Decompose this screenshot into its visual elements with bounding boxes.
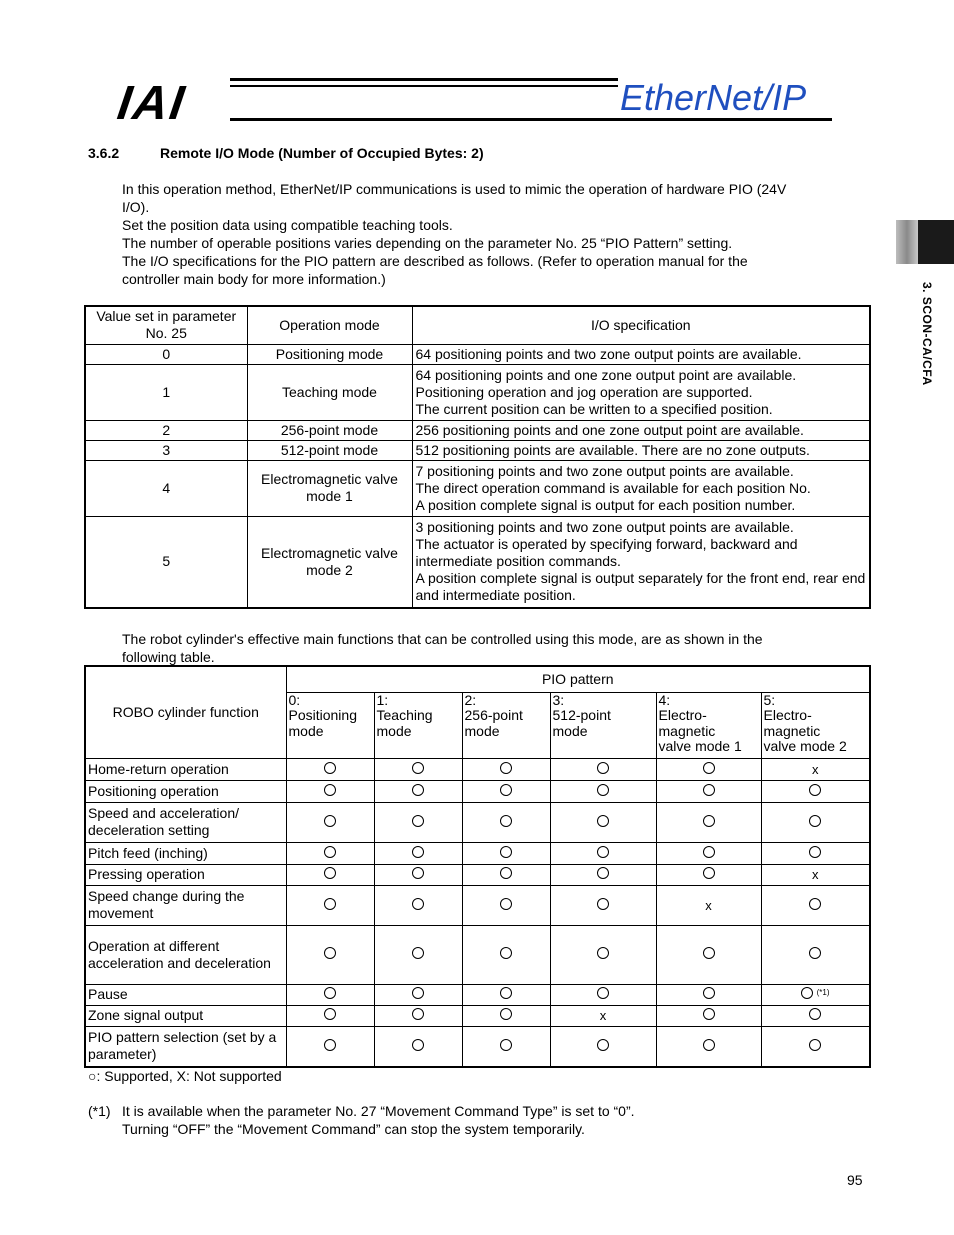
row-mode: 512-point mode bbox=[247, 440, 412, 460]
function-name: Speed change during the movement bbox=[85, 885, 286, 925]
supported-circle-icon bbox=[703, 987, 715, 999]
support-cell bbox=[550, 780, 656, 802]
support-cell bbox=[656, 1026, 761, 1067]
supported-circle-icon bbox=[597, 815, 609, 827]
supported-circle-icon bbox=[500, 784, 512, 796]
intro-line: The number of operable positions varies depending on the parameter No. 25 “PIO Pattern” setting. bbox=[122, 235, 733, 251]
row-mode: Electromagnetic valve mode 2 bbox=[247, 516, 412, 608]
spec-line: 64 positioning points and one zone output point are available. bbox=[415, 366, 797, 383]
function-name: Pitch feed (inching) bbox=[85, 842, 286, 864]
support-cell bbox=[374, 864, 462, 885]
supported-circle-icon bbox=[324, 846, 336, 858]
row-value: 5 bbox=[85, 516, 247, 608]
supported-circle-icon bbox=[412, 867, 424, 879]
chapter-side-label: 3. SCON-CA/CFA bbox=[920, 282, 934, 386]
supported-circle-icon bbox=[412, 762, 424, 774]
supported-circle-icon bbox=[703, 815, 715, 827]
legend-text: ○: Supported, X: Not supported bbox=[88, 1068, 282, 1084]
function-support-table bbox=[84, 665, 871, 1068]
spec-line: 64 positioning points and two zone output points are available. bbox=[415, 345, 802, 362]
table-row bbox=[85, 864, 870, 885]
support-cell bbox=[550, 885, 656, 925]
row-spec bbox=[412, 344, 870, 364]
supported-circle-icon bbox=[597, 846, 609, 858]
function-name: Home-return operation bbox=[85, 758, 286, 780]
supported-circle-icon bbox=[324, 784, 336, 796]
supported-circle-icon bbox=[809, 1039, 821, 1051]
supported-circle-icon bbox=[703, 1008, 715, 1020]
function-name: PIO pattern selection (set by a parameter) bbox=[85, 1026, 286, 1067]
row-value: 2 bbox=[85, 420, 247, 440]
supported-circle-icon bbox=[809, 784, 821, 796]
supported-circle-icon bbox=[412, 898, 424, 910]
functions-intro-line: following table. bbox=[122, 649, 215, 665]
support-cell bbox=[462, 925, 550, 984]
table-row bbox=[85, 758, 870, 780]
intro-line: The I/O specifications for the PIO pattern are described as follows. (Refer to operation manual for the bbox=[122, 253, 748, 269]
header-rule-bottom bbox=[230, 118, 832, 121]
table-row bbox=[85, 364, 870, 420]
header-io-spec: I/O specification bbox=[412, 306, 870, 344]
supported-circle-icon bbox=[324, 1039, 336, 1051]
pio-mode-table bbox=[84, 305, 871, 609]
support-cell bbox=[761, 864, 870, 885]
support-cell bbox=[550, 1005, 656, 1026]
support-cell bbox=[286, 780, 374, 802]
pio-pattern-header: 2: 256-point mode bbox=[462, 692, 550, 758]
intro-line: I/O). bbox=[122, 199, 150, 215]
header-value-set: Value set in parameter No. 25 bbox=[85, 306, 247, 344]
support-cell bbox=[656, 984, 761, 1005]
support-cell bbox=[462, 802, 550, 842]
function-name: Zone signal output bbox=[85, 1005, 286, 1026]
supported-circle-icon bbox=[324, 947, 336, 959]
function-name: Pause bbox=[85, 984, 286, 1005]
note-line-2: Turning “OFF” the “Movement Command” can stop the system temporarily. bbox=[122, 1121, 585, 1137]
table-row bbox=[85, 984, 870, 1005]
table-row bbox=[85, 516, 870, 608]
supported-circle-icon bbox=[500, 762, 512, 774]
support-cell bbox=[462, 1026, 550, 1067]
supported-circle-icon bbox=[412, 784, 424, 796]
supported-circle-icon bbox=[500, 846, 512, 858]
spec-line: 3 positioning points and two zone output points are available. bbox=[415, 519, 794, 536]
support-cell bbox=[761, 1026, 870, 1067]
intro-line: In this operation method, EtherNet/IP communications is used to mimic the operation of hardware PIO (24V bbox=[122, 181, 787, 197]
support-cell bbox=[374, 802, 462, 842]
support-cell bbox=[761, 842, 870, 864]
row-value: 1 bbox=[85, 364, 247, 420]
support-cell bbox=[462, 885, 550, 925]
support-cell bbox=[462, 758, 550, 780]
iai-logo: IAI bbox=[114, 77, 190, 130]
row-mode: Electromagnetic valve mode 1 bbox=[247, 460, 412, 516]
support-cell bbox=[761, 1005, 870, 1026]
support-cell bbox=[761, 780, 870, 802]
support-cell bbox=[550, 925, 656, 984]
support-cell bbox=[761, 984, 870, 1005]
support-cell bbox=[550, 842, 656, 864]
spec-line: The current position can be written to a specified position. bbox=[415, 400, 773, 417]
supported-circle-icon bbox=[597, 762, 609, 774]
row-spec bbox=[412, 364, 870, 420]
row-spec bbox=[412, 440, 870, 460]
table-row bbox=[85, 1005, 870, 1026]
pio-pattern-group-label: PIO pattern bbox=[286, 666, 870, 692]
support-cell bbox=[286, 1005, 374, 1026]
support-cell bbox=[374, 984, 462, 1005]
support-cell bbox=[656, 1005, 761, 1026]
support-cell bbox=[374, 1026, 462, 1067]
note-line-1: It is available when the parameter No. 27 “Movement Command Type” is set to “0”. bbox=[122, 1103, 635, 1119]
supported-circle-icon bbox=[703, 947, 715, 959]
row-mode: Teaching mode bbox=[247, 364, 412, 420]
support-cell bbox=[656, 802, 761, 842]
function-name: Positioning operation bbox=[85, 780, 286, 802]
support-cell bbox=[656, 758, 761, 780]
footnote-marker: (*1) bbox=[816, 988, 830, 997]
not-supported-mark: x bbox=[812, 867, 819, 882]
supported-circle-icon bbox=[597, 947, 609, 959]
supported-circle-icon bbox=[412, 846, 424, 858]
support-cell bbox=[374, 1005, 462, 1026]
table-header-row bbox=[85, 666, 870, 692]
support-cell bbox=[656, 780, 761, 802]
table-row bbox=[85, 460, 870, 516]
section-title: Remote I/O Mode (Number of Occupied Bytes: 2) bbox=[160, 145, 484, 161]
supported-circle-icon bbox=[324, 815, 336, 827]
table-row bbox=[85, 780, 870, 802]
table-row bbox=[85, 420, 870, 440]
table-row bbox=[85, 802, 870, 842]
support-cell bbox=[761, 802, 870, 842]
table-row bbox=[85, 885, 870, 925]
spec-line: 256 positioning points and one zone output point are available. bbox=[415, 421, 804, 438]
header-rule-mid bbox=[230, 85, 618, 87]
table-row bbox=[85, 344, 870, 364]
spec-line: 512 positioning points are available. There are no zone outputs. bbox=[415, 441, 810, 458]
section-number: 3.6.2 bbox=[88, 145, 120, 161]
supported-circle-icon bbox=[703, 762, 715, 774]
support-cell bbox=[374, 780, 462, 802]
row-spec bbox=[412, 516, 870, 608]
chapter-tab-shade bbox=[896, 220, 918, 264]
table-row bbox=[85, 440, 870, 460]
supported-circle-icon bbox=[500, 867, 512, 879]
supported-circle-icon bbox=[597, 1039, 609, 1051]
support-cell bbox=[374, 885, 462, 925]
supported-circle-icon bbox=[500, 947, 512, 959]
support-cell bbox=[550, 984, 656, 1005]
supported-circle-icon bbox=[703, 784, 715, 796]
spec-line: The actuator is operated by specifying forward, backward and intermediate position commands. bbox=[415, 536, 798, 570]
support-cell bbox=[374, 758, 462, 780]
support-cell bbox=[374, 842, 462, 864]
row-spec bbox=[412, 420, 870, 440]
functions-intro-line: The robot cylinder's effective main functions that can be controlled using this mode, are as shown in the bbox=[122, 631, 763, 647]
supported-circle-icon bbox=[597, 784, 609, 796]
spec-line: Positioning operation and jog operation are supported. bbox=[415, 383, 753, 400]
support-cell bbox=[286, 802, 374, 842]
ethernet-ip-logo: EtherNet/IP bbox=[620, 77, 807, 118]
support-cell bbox=[550, 864, 656, 885]
pio-pattern-header: 1: Teaching mode bbox=[374, 692, 462, 758]
row-value: 0 bbox=[85, 344, 247, 364]
supported-circle-icon bbox=[597, 867, 609, 879]
row-value: 4 bbox=[85, 460, 247, 516]
pio-pattern-header: 5: Electro- magnetic valve mode 2 bbox=[761, 692, 870, 758]
support-cell bbox=[286, 1026, 374, 1067]
support-cell bbox=[286, 842, 374, 864]
supported-circle-icon bbox=[597, 987, 609, 999]
table-header-row bbox=[85, 306, 870, 344]
supported-circle-icon bbox=[500, 1039, 512, 1051]
intro-paragraph bbox=[122, 180, 872, 288]
row-mode: Positioning mode bbox=[247, 344, 412, 364]
supported-circle-icon bbox=[412, 1039, 424, 1051]
supported-circle-icon bbox=[809, 947, 821, 959]
spec-line: 7 positioning points and two zone output points are available. bbox=[415, 462, 794, 479]
header-rule-top bbox=[230, 78, 618, 81]
supported-circle-icon bbox=[500, 1008, 512, 1020]
support-cell bbox=[462, 864, 550, 885]
supported-circle-icon bbox=[324, 1008, 336, 1020]
support-cell bbox=[656, 925, 761, 984]
table-row bbox=[85, 925, 870, 984]
spec-line: The direct operation command is available for each position No. bbox=[415, 479, 811, 496]
function-name: Pressing operation bbox=[85, 864, 286, 885]
supported-circle-icon bbox=[597, 898, 609, 910]
page-number: 95 bbox=[847, 1172, 863, 1188]
support-cell bbox=[656, 885, 761, 925]
support-cell bbox=[462, 780, 550, 802]
row-mode: 256-point mode bbox=[247, 420, 412, 440]
support-cell bbox=[462, 984, 550, 1005]
function-name: Operation at different acceleration and deceleration bbox=[85, 925, 286, 984]
supported-circle-icon bbox=[412, 815, 424, 827]
support-cell bbox=[286, 864, 374, 885]
not-supported-mark: x bbox=[812, 761, 819, 777]
table-row bbox=[85, 842, 870, 864]
support-cell bbox=[462, 1005, 550, 1026]
intro-line: Set the position data using compatible teaching tools. bbox=[122, 217, 453, 233]
corner-label: ROBO cylinder function bbox=[85, 666, 286, 758]
intro-line: controller main body for more information.) bbox=[122, 271, 386, 287]
functions-intro bbox=[122, 630, 872, 666]
supported-circle-icon bbox=[801, 987, 813, 999]
supported-circle-icon bbox=[703, 867, 715, 879]
support-cell bbox=[286, 984, 374, 1005]
chapter-tab-marker bbox=[918, 220, 954, 264]
not-supported-mark: x bbox=[705, 897, 712, 913]
supported-circle-icon bbox=[324, 898, 336, 910]
supported-circle-icon bbox=[324, 867, 336, 879]
support-cell bbox=[656, 842, 761, 864]
pio-pattern-header: 4: Electro- magnetic valve mode 1 bbox=[656, 692, 761, 758]
supported-circle-icon bbox=[324, 762, 336, 774]
support-cell bbox=[761, 885, 870, 925]
supported-circle-icon bbox=[703, 846, 715, 858]
supported-circle-icon bbox=[809, 1008, 821, 1020]
supported-circle-icon bbox=[412, 947, 424, 959]
support-cell bbox=[550, 758, 656, 780]
supported-circle-icon bbox=[809, 846, 821, 858]
supported-circle-icon bbox=[703, 1039, 715, 1051]
row-value: 3 bbox=[85, 440, 247, 460]
supported-circle-icon bbox=[500, 898, 512, 910]
pio-pattern-header: 3: 512-point mode bbox=[550, 692, 656, 758]
row-spec bbox=[412, 460, 870, 516]
support-cell bbox=[550, 802, 656, 842]
support-cell bbox=[656, 864, 761, 885]
support-cell bbox=[374, 925, 462, 984]
function-name: Speed and acceleration/ deceleration setting bbox=[85, 802, 286, 842]
spec-line: A position complete signal is output separately for the front end, rear end and intermediate position. bbox=[415, 570, 866, 604]
supported-circle-icon bbox=[809, 898, 821, 910]
supported-circle-icon bbox=[412, 987, 424, 999]
header-operation-mode: Operation mode bbox=[247, 306, 412, 344]
supported-circle-icon bbox=[324, 987, 336, 999]
note-marker: (*1) bbox=[88, 1103, 111, 1119]
supported-circle-icon bbox=[500, 815, 512, 827]
support-cell bbox=[761, 758, 870, 780]
pio-pattern-header: 0: Positioning mode bbox=[286, 692, 374, 758]
support-cell bbox=[761, 925, 870, 984]
table-row bbox=[85, 1026, 870, 1067]
support-cell bbox=[286, 885, 374, 925]
support-cell bbox=[286, 758, 374, 780]
support-cell bbox=[286, 925, 374, 984]
supported-circle-icon bbox=[500, 987, 512, 999]
support-cell bbox=[550, 1026, 656, 1067]
not-supported-mark: x bbox=[599, 1008, 607, 1023]
spec-line: A position complete signal is output for each position number. bbox=[415, 496, 796, 513]
support-cell bbox=[462, 842, 550, 864]
supported-circle-icon bbox=[412, 1008, 424, 1020]
supported-circle-icon bbox=[809, 815, 821, 827]
